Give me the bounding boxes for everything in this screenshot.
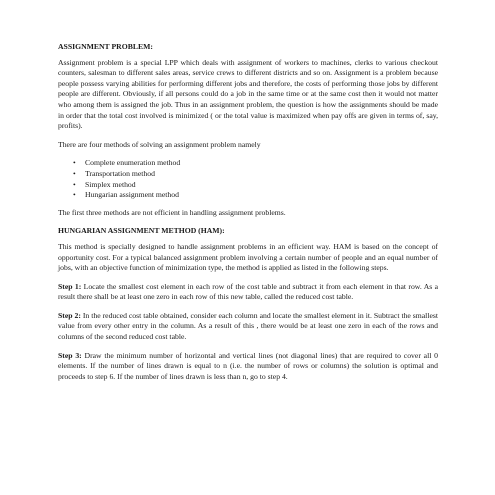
list-item-method [73,190,438,201]
paragraph-assignment-definition: Assignment problem is a special LPP which deals with assignment of workers to machines, clerks to various checkout counters, salesman to different sales areas, service crews to different districts and so on. Assignment is a problem because people possess varying abilities for performing different jobs and therefore, the costs of performing those jobs by different people are different. Obviously, if all persons could do a job in the same time or at the same cost then it would not matter who among them is assigned the job. Thus in an assignment problem, the question is how the assignments should be made in order that the total cost involved is minimized ( or the total value is maximized when pay offs are given in terms of, say, profits). [58,57,438,131]
method-label: Hungarian assignment method [85,190,179,200]
paragraph-step-3 [58,351,438,383]
paragraph-step-1 [58,282,438,303]
paragraph-methods-efficiency: The first three methods are not efficient in handling assignment problems. [58,207,286,217]
step-label: Step 3: [58,350,82,360]
method-label: Complete enumeration method [85,158,181,168]
paragraph-ham-description: This method is specially designed to handle assignment problems in an efficient way. HAM is based on the concept of opportunity cost. For a typical balanced assignment problem involving a certain number of people and an equal number of jobs, with an objective function of minimization type, the method is applied as listed in the following steps. [58,241,438,273]
list-item-method [73,158,438,169]
heading-assignment-problem: ASSIGNMENT PROBLEM: [58,42,153,51]
method-label: Simplex method [85,179,136,189]
bullet-icon: • [73,179,76,189]
bullet-icon: • [73,158,76,168]
list-item-method [73,168,438,180]
bullet-icon: • [73,168,76,178]
step-label: Step 2: [58,310,81,320]
heading-hungarian-method: HUNGARIAN ASSIGNMENT METHOD (HAM): [58,226,225,236]
methods-list [58,158,438,200]
step-text: In the reduced cost table obtained, consider each column and locate the smallest element in it. Subtract the smallest value from every other entry in the column. As a result of this , there would be at least one zero in each of the rows and columns of the second reduced cost table. [58,310,438,342]
step-text: Locate the smallest cost element in each row of the cost table and subtract it from each element in that row. As a result there shall be at least one zero in each row of this new table, called the reduced cost table. [58,281,438,302]
paragraph-step-2 [58,311,438,343]
paragraph-methods-intro: There are four methods of solving an assignment problem namely [58,139,261,149]
document-page [58,42,438,390]
method-label: Transportation method [85,168,155,178]
list-item-method [73,179,438,191]
bullet-icon: • [73,190,76,200]
step-label: Step 1: [58,281,82,291]
step-text: Draw the minimum number of horizontal and vertical lines (not diagonal lines) that are required to cover all 0 elements. If the number of lines drawn is equal to n (i.e. the number of rows or columns) the solution is optimal and proceeds to step 6. If the number of lines drawn is less than n, go to step 4. [58,350,438,381]
